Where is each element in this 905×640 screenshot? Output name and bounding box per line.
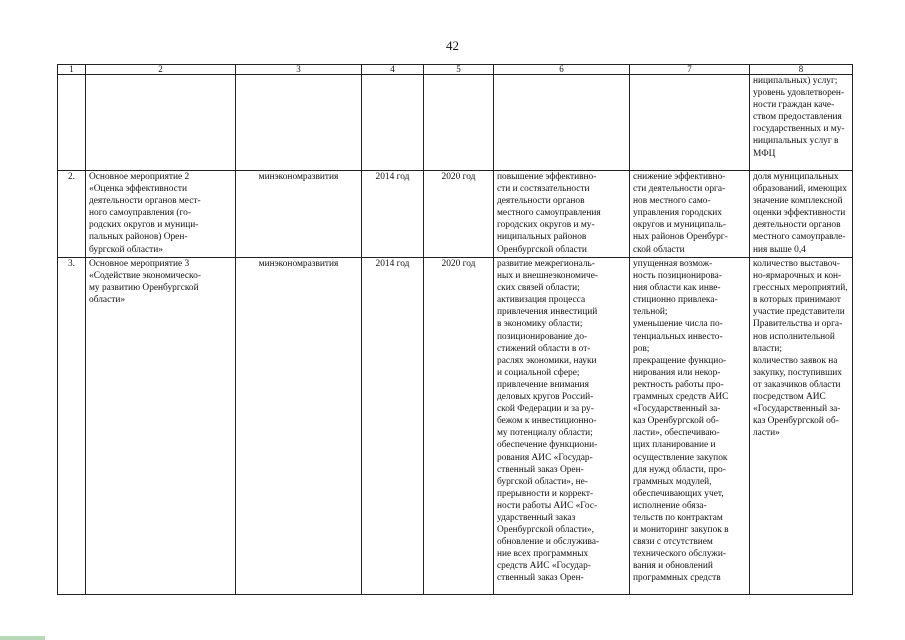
end-year-cell (424, 75, 494, 171)
table-row (58, 258, 853, 595)
consequences-cell: упущенная возмож- ность позиционирова- ния области как инве- стиционно привлека- тельной; уменьшение числа по- тенциальных инвесто- ров; прекращение функцио- нирования или некор- ректность работы про- граммных средств АИС «Государственный за- каз Оренбургской об- ласти», обеспечиваю- щих планирование и осуществление закупок для нужд области, про- граммных модулей, обеспечивающих учет, исполнение обяза- тельств по контрактам и мониторинг закупок в связи с отсутствием технического обслужи- вания и обновлений программных средств (630, 258, 750, 595)
indicators-cell: ниципальных) услуг; уровень удовлетворен- ности граждан каче- ством предоставления государственных и му- ниципальных услуг в МФЦ (750, 75, 853, 171)
column-number: 5 (424, 65, 494, 75)
start-year-cell: 2014 год (362, 171, 424, 258)
expected-result-cell: развитие межрегиональ- ных и внешнеэкономиче- ских связей области; активизация процесса привлечения инвестиций в экономику области; позиционирование до- стижений области в от- раслях экономики, науки и социальной сфере; привлечение внимания деловых кругов Россий- ской Федерации и за ру- бежом к инвестиционно- му потенциалу области; обеспечение функциони- рования АИС «Государ- ственный заказ Орен- бургской области», не- прерывности и коррект- ности работы АИС «Гос- ударственный заказ Оренбургской области», обновление и обслужива- ние всех программных средств АИС «Государ- ственный заказ Орен- (494, 258, 630, 595)
activity-name-cell: Основное мероприятие 2 «Оценка эффективности деятельности органов мест- ного самоуправления (го- родских округов и муници- пальных районов) Орен- бургской области» (86, 171, 236, 258)
table-row (58, 171, 853, 258)
start-year-cell: 2014 год (362, 258, 424, 595)
activity-name-cell: Основное мероприятие 3 «Содействие экономическо- му развитию Оренбургской области» (86, 258, 236, 595)
end-year-cell: 2020 год (424, 171, 494, 258)
expected-result-cell (494, 75, 630, 171)
executor-cell: минэкономразвития (236, 258, 362, 595)
column-number-row (58, 65, 853, 75)
column-number: 1 (58, 65, 86, 75)
indicators-cell: доля муниципальных образований, имеющих значение комплексной оценки эффективности деятельности органов местного самоуправле- ния выше 0,4 (750, 171, 853, 258)
table-row (58, 75, 853, 171)
consequences-cell (630, 75, 750, 171)
column-number: 8 (750, 65, 853, 75)
page-number: 42 (446, 38, 459, 53)
end-year-cell: 2020 год (424, 258, 494, 595)
row-number-cell: 3. (58, 258, 86, 595)
indicators-cell: количество выставоч- но-ярмарочных и кон- грессных мероприятий, в которых принимают участие представители Правительства и орга- нов исполнительной власти; количество заявок на закупку, поступивших от заказчиков области посредством АИС «Государственный за- каз Оренбургской об- ласти» (750, 258, 853, 595)
row-number-cell (58, 75, 86, 171)
column-number: 6 (494, 65, 630, 75)
activities-table (57, 64, 853, 595)
column-number: 4 (362, 65, 424, 75)
executor-cell: минэкономразвития (236, 171, 362, 258)
column-number: 3 (236, 65, 362, 75)
row-number-cell: 2. (58, 171, 86, 258)
page-edge-mark (0, 636, 45, 640)
consequences-cell: снижение эффективно- сти деятельности орга- нов местного само- управления городских округов и муниципаль- ных районов Оренбург- ской области (630, 171, 750, 258)
column-number: 7 (630, 65, 750, 75)
activity-name-cell (86, 75, 236, 171)
expected-result-cell: повышение эффективно- сти и состязательности деятельности органов местного самоуправления городских округов и му- ниципальных районов Оренбургской области (494, 171, 630, 258)
start-year-cell (362, 75, 424, 171)
column-number: 2 (86, 65, 236, 75)
executor-cell (236, 75, 362, 171)
